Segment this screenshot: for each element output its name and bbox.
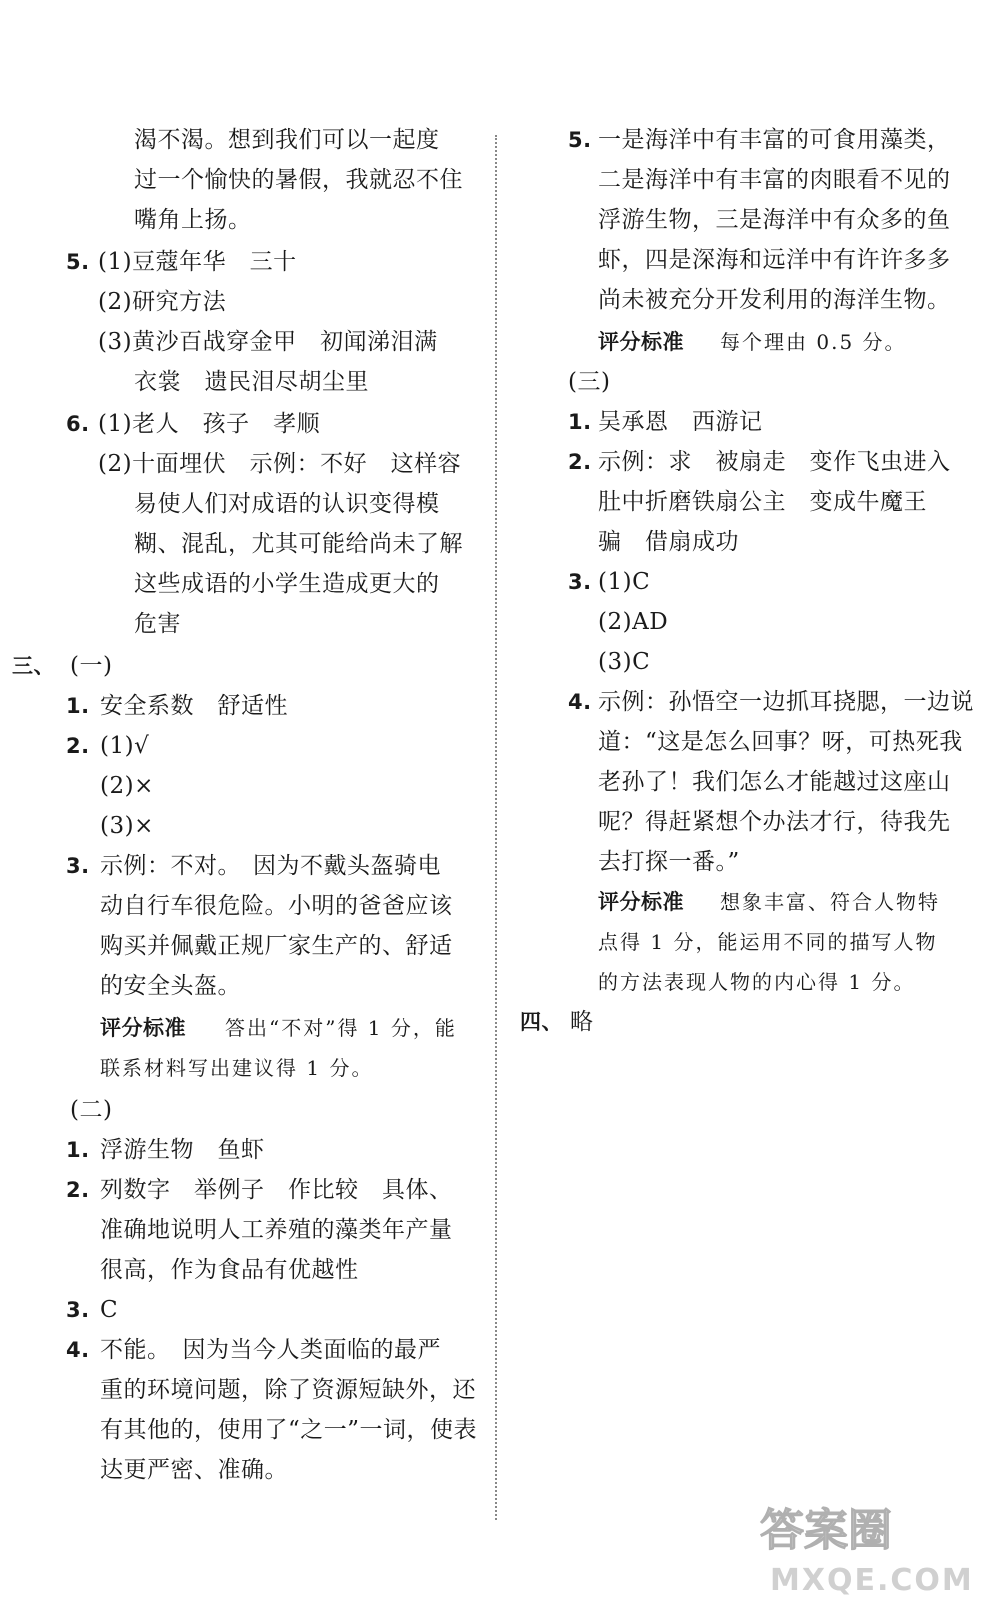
- question-number: 1.: [66, 1138, 90, 1162]
- question-number: 2.: [66, 1178, 90, 1202]
- answer-line: (3)×: [100, 813, 154, 839]
- text-line: 渴不渴。想到我们可以一起度: [134, 127, 440, 153]
- answer-line: 肚中折磨铁扇公主 变成牛魔王: [598, 489, 927, 515]
- score-criteria-text: 答出“不对”得 1 分，能: [225, 1016, 457, 1040]
- answer-line: 安全系数 舒适性: [100, 693, 288, 719]
- answer-line: 尚未被充分开发利用的海洋生物。: [598, 287, 951, 313]
- subsection-heading: (二): [70, 1097, 113, 1123]
- answer-line: 重的环境问题，除了资源短缺外，还: [100, 1377, 476, 1403]
- answer-line: 准确地说明人工养殖的藻类年产量: [100, 1217, 453, 1243]
- question-number: 3.: [66, 1298, 90, 1322]
- text-line: 过一个愉快的暑假，我就忍不住: [134, 167, 463, 193]
- question-number: 6.: [66, 412, 90, 436]
- answer-line: (2)×: [100, 773, 154, 799]
- subsection-heading: (三): [568, 369, 611, 395]
- score-criteria-label: 评分标准: [598, 330, 684, 354]
- answer-line: 去打探一番。”: [598, 849, 740, 875]
- answer-line: 一是海洋中有丰富的可食用藻类，: [598, 127, 951, 153]
- answer-line: 的安全头盔。: [100, 973, 241, 999]
- score-criteria-text: 的方法表现人物的内心得 1 分。: [598, 970, 916, 994]
- section-heading: 四、: [520, 1010, 563, 1034]
- subsection-heading: (一): [70, 653, 113, 679]
- answer-line: 骗 借扇成功: [598, 529, 739, 555]
- question-number: 4.: [66, 1338, 90, 1362]
- answer-line: 危害: [134, 611, 181, 637]
- answer-line: 示例：求 被扇走 变作飞虫进入: [598, 449, 951, 475]
- answer-line: (2)AD: [598, 609, 669, 635]
- score-criteria-text: 每个理由 0.5 分。: [720, 330, 907, 354]
- answer-line: 达更严密、准确。: [100, 1457, 288, 1483]
- watermark-bottom-text: MXQE.COM: [770, 1563, 974, 1598]
- question-number: 1.: [66, 694, 90, 718]
- question-number: 3.: [568, 570, 592, 594]
- answer-line: 浮游生物，三是海洋中有众多的鱼: [598, 207, 951, 233]
- question-number: 5.: [568, 128, 592, 152]
- answer-line: 有其他的，使用了“之一”一词，使表: [100, 1417, 478, 1443]
- answer-line: 这些成语的小学生造成更大的: [134, 571, 440, 597]
- watermark-logo: [740, 1490, 980, 1600]
- answer-line: 购买并佩戴正规厂家生产的、舒适: [100, 933, 453, 959]
- answer-line: (1)豆蔻年华 三十: [98, 249, 297, 275]
- answer-line: C: [100, 1297, 119, 1323]
- answer-line: 呢？得赶紧想个办法才行，待我先: [598, 809, 951, 835]
- question-number: 1.: [568, 410, 592, 434]
- answer-line: 易使人们对成语的认识变得模: [134, 491, 440, 517]
- score-criteria-label: 评分标准: [100, 1016, 186, 1040]
- watermark-top-text: 答案圈: [760, 1505, 892, 1556]
- answer-line: 老孙了！我们怎么才能越过这座山: [598, 769, 951, 795]
- text-line: 嘴角上扬。: [134, 207, 252, 233]
- answer-line: 示例：不对。 因为不戴头盔骑电: [100, 853, 441, 879]
- answer-line: (2)研究方法: [98, 289, 227, 315]
- answer-line: (2)十面埋伏 示例：不好 这样容: [98, 451, 462, 477]
- score-criteria-label: 评分标准: [598, 890, 684, 914]
- question-number: 4.: [568, 690, 592, 714]
- answer-line: 动自行车很危险。小明的爸爸应该: [100, 893, 453, 919]
- answer-line: 糊、混乱，尤其可能给尚未了解: [134, 531, 463, 557]
- answer-line: 示例：孙悟空一边抓耳挠腮，一边说: [598, 689, 974, 715]
- question-number: 2.: [568, 450, 592, 474]
- answer-line: (3)C: [598, 649, 651, 675]
- answer-line: 很高，作为食品有优越性: [100, 1257, 359, 1283]
- answer-line: 衣裳 遗民泪尽胡尘里: [134, 369, 369, 395]
- question-number: 5.: [66, 250, 90, 274]
- answer-line: 略: [570, 1009, 594, 1035]
- answer-line: 浮游生物 鱼虾: [100, 1137, 265, 1163]
- score-criteria-text: 联系材料写出建议得 1 分。: [100, 1056, 374, 1080]
- answer-line: (1)老人 孩子 孝顺: [98, 411, 321, 437]
- answer-line: 不能。 因为当今人类面临的最严: [100, 1337, 441, 1363]
- answer-line: (3)黄沙百战穿金甲 初闻涕泪满: [98, 329, 438, 355]
- score-criteria-text: 点得 1 分，能运用不同的描写人物: [598, 930, 938, 954]
- answer-line: 虾，四是深海和远洋中有许许多多: [598, 247, 951, 273]
- answer-line: 列数字 举例子 作比较 具体、: [100, 1177, 453, 1203]
- answer-line: 吴承恩 西游记: [598, 409, 763, 435]
- answer-line: (1)C: [598, 569, 651, 595]
- column-divider: [495, 135, 497, 1520]
- answer-line: (1)√: [100, 733, 150, 759]
- question-number: 2.: [66, 734, 90, 758]
- question-number: 3.: [66, 854, 90, 878]
- answer-line: 二是海洋中有丰富的肉眼看不见的: [598, 167, 951, 193]
- section-heading: 三、: [12, 654, 55, 678]
- score-criteria-text: 想象丰富、符合人物特: [720, 890, 940, 914]
- answer-line: 道：“这是怎么回事？呀，可热死我: [598, 729, 963, 755]
